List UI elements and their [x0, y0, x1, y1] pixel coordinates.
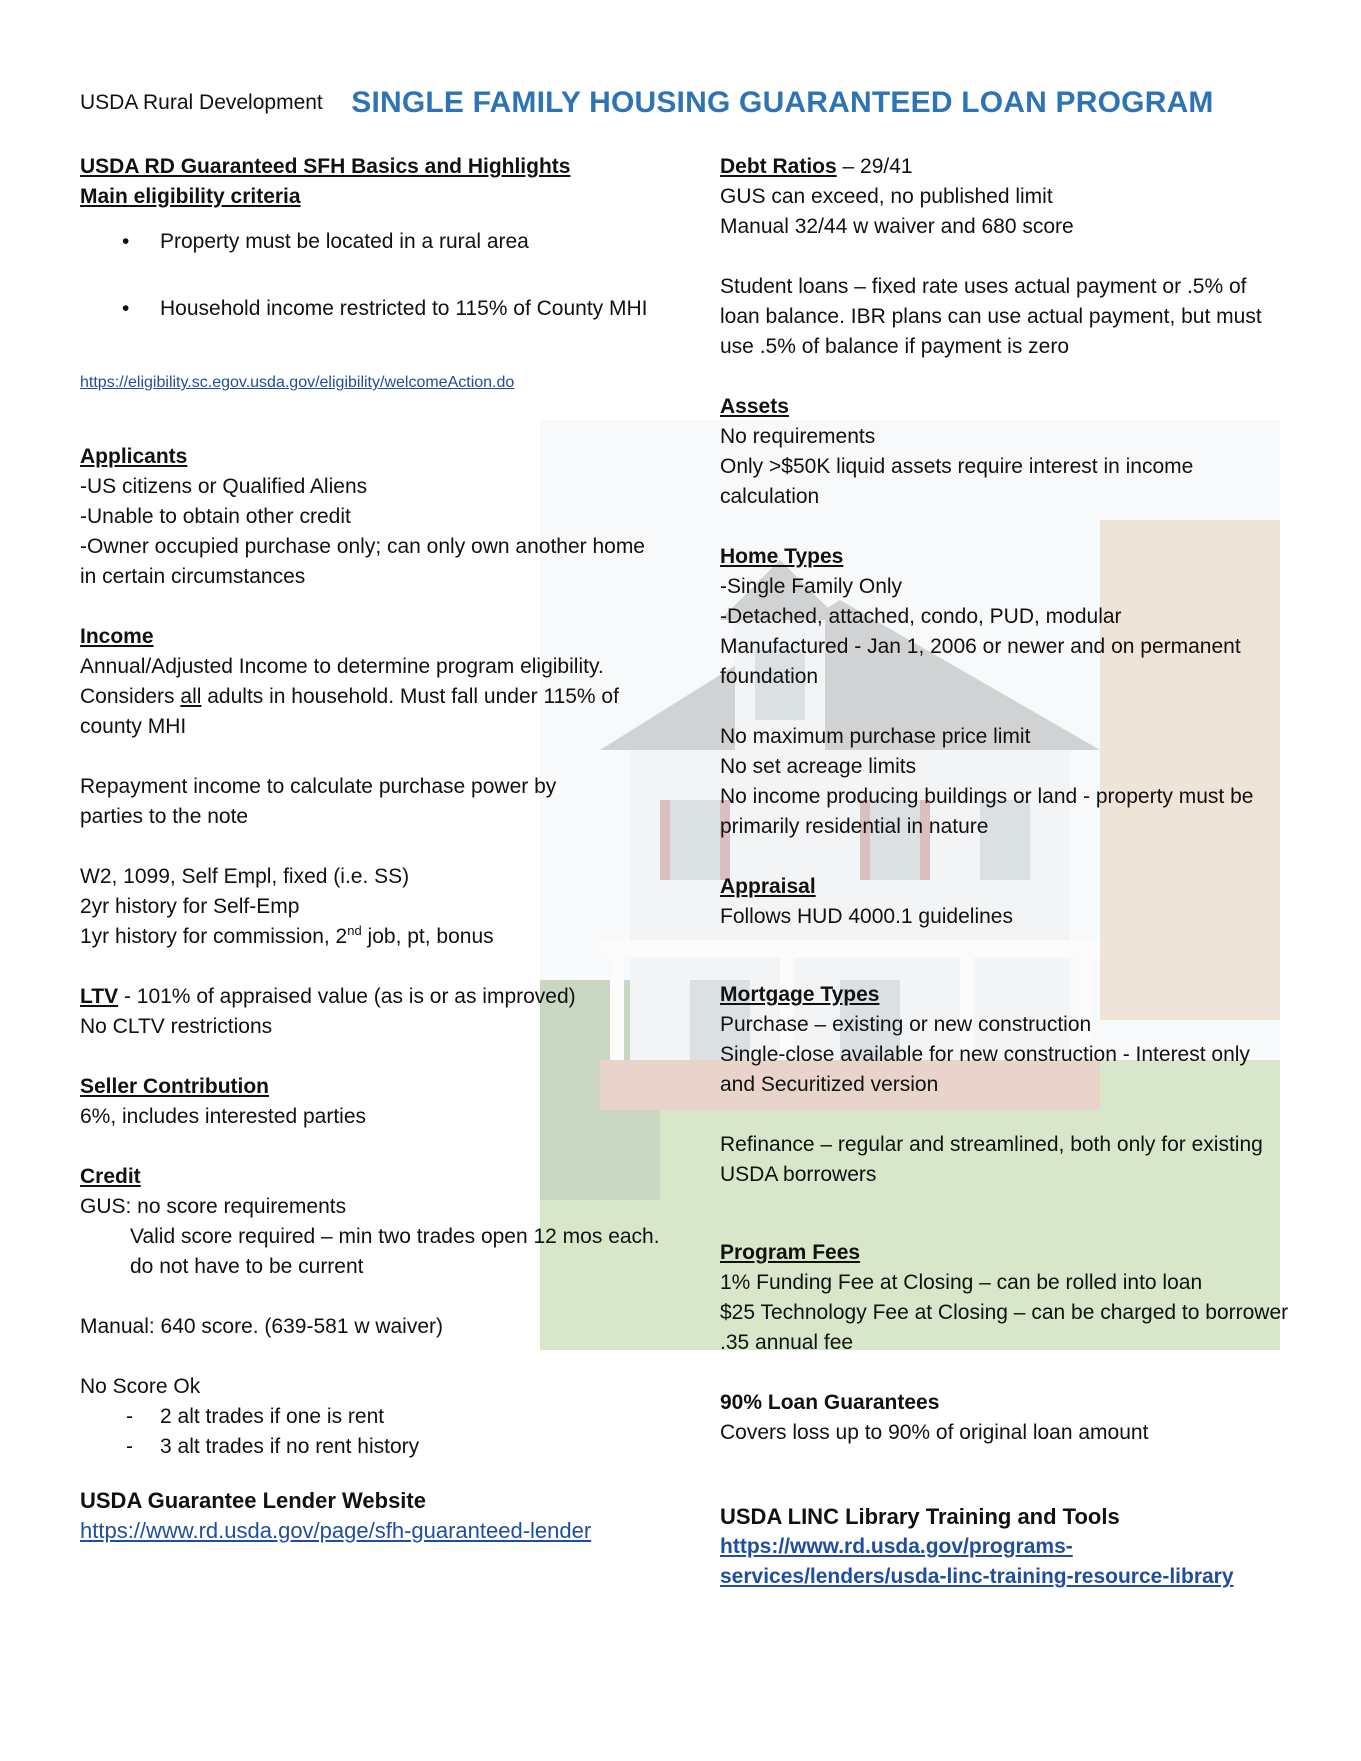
- seller-text: 6%, includes interested parties: [80, 1105, 366, 1128]
- right-column: [720, 152, 1290, 1592]
- debt-line: Manual 32/44 w waiver and 680 score: [720, 215, 1074, 238]
- applicants-line: -Unable to obtain other credit: [80, 505, 351, 528]
- home-types-line: Manufactured - Jan 1, 2006 or newer and on permanent foundation: [720, 635, 1241, 688]
- criteria-list: [80, 227, 680, 324]
- seller-heading: Seller Contribution: [80, 1075, 269, 1098]
- criteria-heading: Main eligibility criteria: [80, 185, 301, 208]
- ltv-line-2: No CLTV restrictions: [80, 1015, 273, 1038]
- mortgage-line: Single-close available for new construction - Interest only and Securitized version: [720, 1043, 1250, 1096]
- list-item: • Household income restricted to 115% of County MHI: [80, 294, 680, 324]
- mortgage-line: Purchase – existing or new construction: [720, 1013, 1092, 1036]
- applicants-line: -Owner occupied purchase only; can only own another home in certain circumstances: [80, 535, 645, 588]
- ltv-line: LTV - 101% of appraised value (as is or as improved): [80, 985, 576, 1008]
- home-types-heading: Home Types: [720, 545, 844, 568]
- student-loans-text: Student loans – fixed rate uses actual payment or .5% of loan balance. IBR plans can use actual payment, but must use .5% of balance if payment is zero: [720, 275, 1262, 358]
- lender-website-heading: USDA Guarantee Lender Website: [80, 1488, 426, 1513]
- income-paragraph-1: Annual/Adjusted Income to determine program eligibility. Considers all adults in household. Must fall under 115% of county MHI: [80, 655, 619, 738]
- income-line: 2yr history for Self-Emp: [80, 895, 300, 918]
- refinance-text: Refinance – regular and streamlined, both only for existing USDA borrowers: [720, 1133, 1263, 1186]
- credit-heading: Credit: [80, 1165, 141, 1188]
- debt-ratios-heading: Debt Ratios: [720, 155, 837, 178]
- linc-library-heading: USDA LINC Library Training and Tools: [720, 1504, 1120, 1529]
- home-types-line: -Detached, attached, condo, PUD, modular: [720, 605, 1122, 628]
- income-line: W2, 1099, Self Empl, fixed (i.e. SS): [80, 865, 410, 888]
- debt-ratios-line: Debt Ratios – 29/41: [720, 155, 913, 178]
- fee-line: 1% Funding Fee at Closing – can be rolled into loan: [720, 1271, 1203, 1294]
- left-column: [80, 152, 680, 1547]
- mortgage-types-heading: Mortgage Types: [720, 983, 880, 1006]
- eligibility-link[interactable]: https://eligibility.sc.egov.usda.gov/eligibility/welcomeAction.do: [80, 374, 515, 391]
- alt-trades-list: [80, 1402, 680, 1462]
- fee-line: $25 Technology Fee at Closing – can be charged to borrower: [720, 1301, 1289, 1324]
- home-types-line: -Single Family Only: [720, 575, 903, 598]
- loan-guarantees-text: Covers loss up to 90% of original loan amount: [720, 1421, 1149, 1444]
- credit-manual: Manual: 640 score. (639-581 w waiver): [80, 1315, 444, 1338]
- loan-guarantees-heading: 90% Loan Guarantees: [720, 1391, 940, 1414]
- income-paragraph-2: Repayment income to calculate purchase power by parties to the note: [80, 775, 557, 828]
- credit-valid-score: Valid score required – min two trades open 12 mos each. do not have to be current: [130, 1225, 660, 1278]
- credit-no-score: No Score Ok: [80, 1375, 201, 1398]
- program-fees-heading: Program Fees: [720, 1241, 861, 1264]
- lender-website-link[interactable]: https://www.rd.usda.gov/page/sfh-guaranteed-lender: [80, 1518, 592, 1543]
- list-item: • Property must be located in a rural area: [80, 227, 680, 257]
- page-header: [80, 86, 1300, 120]
- linc-library-link[interactable]: https://www.rd.usda.gov/programs- services/lenders/usda-linc-training-resource-library: [720, 1535, 1234, 1588]
- appraisal-heading: Appraisal: [720, 875, 816, 898]
- ltv-heading: LTV: [80, 985, 119, 1008]
- program-title: SINGLE FAMILY HOUSING GUARANTEED LOAN PROGRAM: [351, 86, 1214, 119]
- basics-heading: USDA RD Guaranteed SFH Basics and Highlights: [80, 155, 571, 178]
- list-item: - 3 alt trades if no rent history: [80, 1432, 680, 1462]
- assets-heading: Assets: [720, 395, 789, 418]
- list-item: - 2 alt trades if one is rent: [80, 1402, 680, 1432]
- applicants-line: -US citizens or Qualified Aliens: [80, 475, 368, 498]
- agency-name: USDA Rural Development: [80, 91, 323, 114]
- fee-line: .35 annual fee: [720, 1331, 854, 1354]
- income-heading: Income: [80, 625, 154, 648]
- income-line: 1yr history for commission, 2nd job, pt, bonus: [80, 923, 494, 948]
- applicants-heading: Applicants: [80, 445, 188, 468]
- limits-line: No income producing buildings or land - property must be primarily residential in nature: [720, 785, 1254, 838]
- limits-line: No maximum purchase price limit: [720, 725, 1031, 748]
- credit-gus: GUS: no score requirements: [80, 1195, 347, 1218]
- debt-line: GUS can exceed, no published limit: [720, 185, 1053, 208]
- assets-line: No requirements: [720, 425, 876, 448]
- assets-line: Only >$50K liquid assets require interest in income calculation: [720, 455, 1194, 508]
- limits-line: No set acreage limits: [720, 755, 917, 778]
- appraisal-text: Follows HUD 4000.1 guidelines: [720, 905, 1013, 928]
